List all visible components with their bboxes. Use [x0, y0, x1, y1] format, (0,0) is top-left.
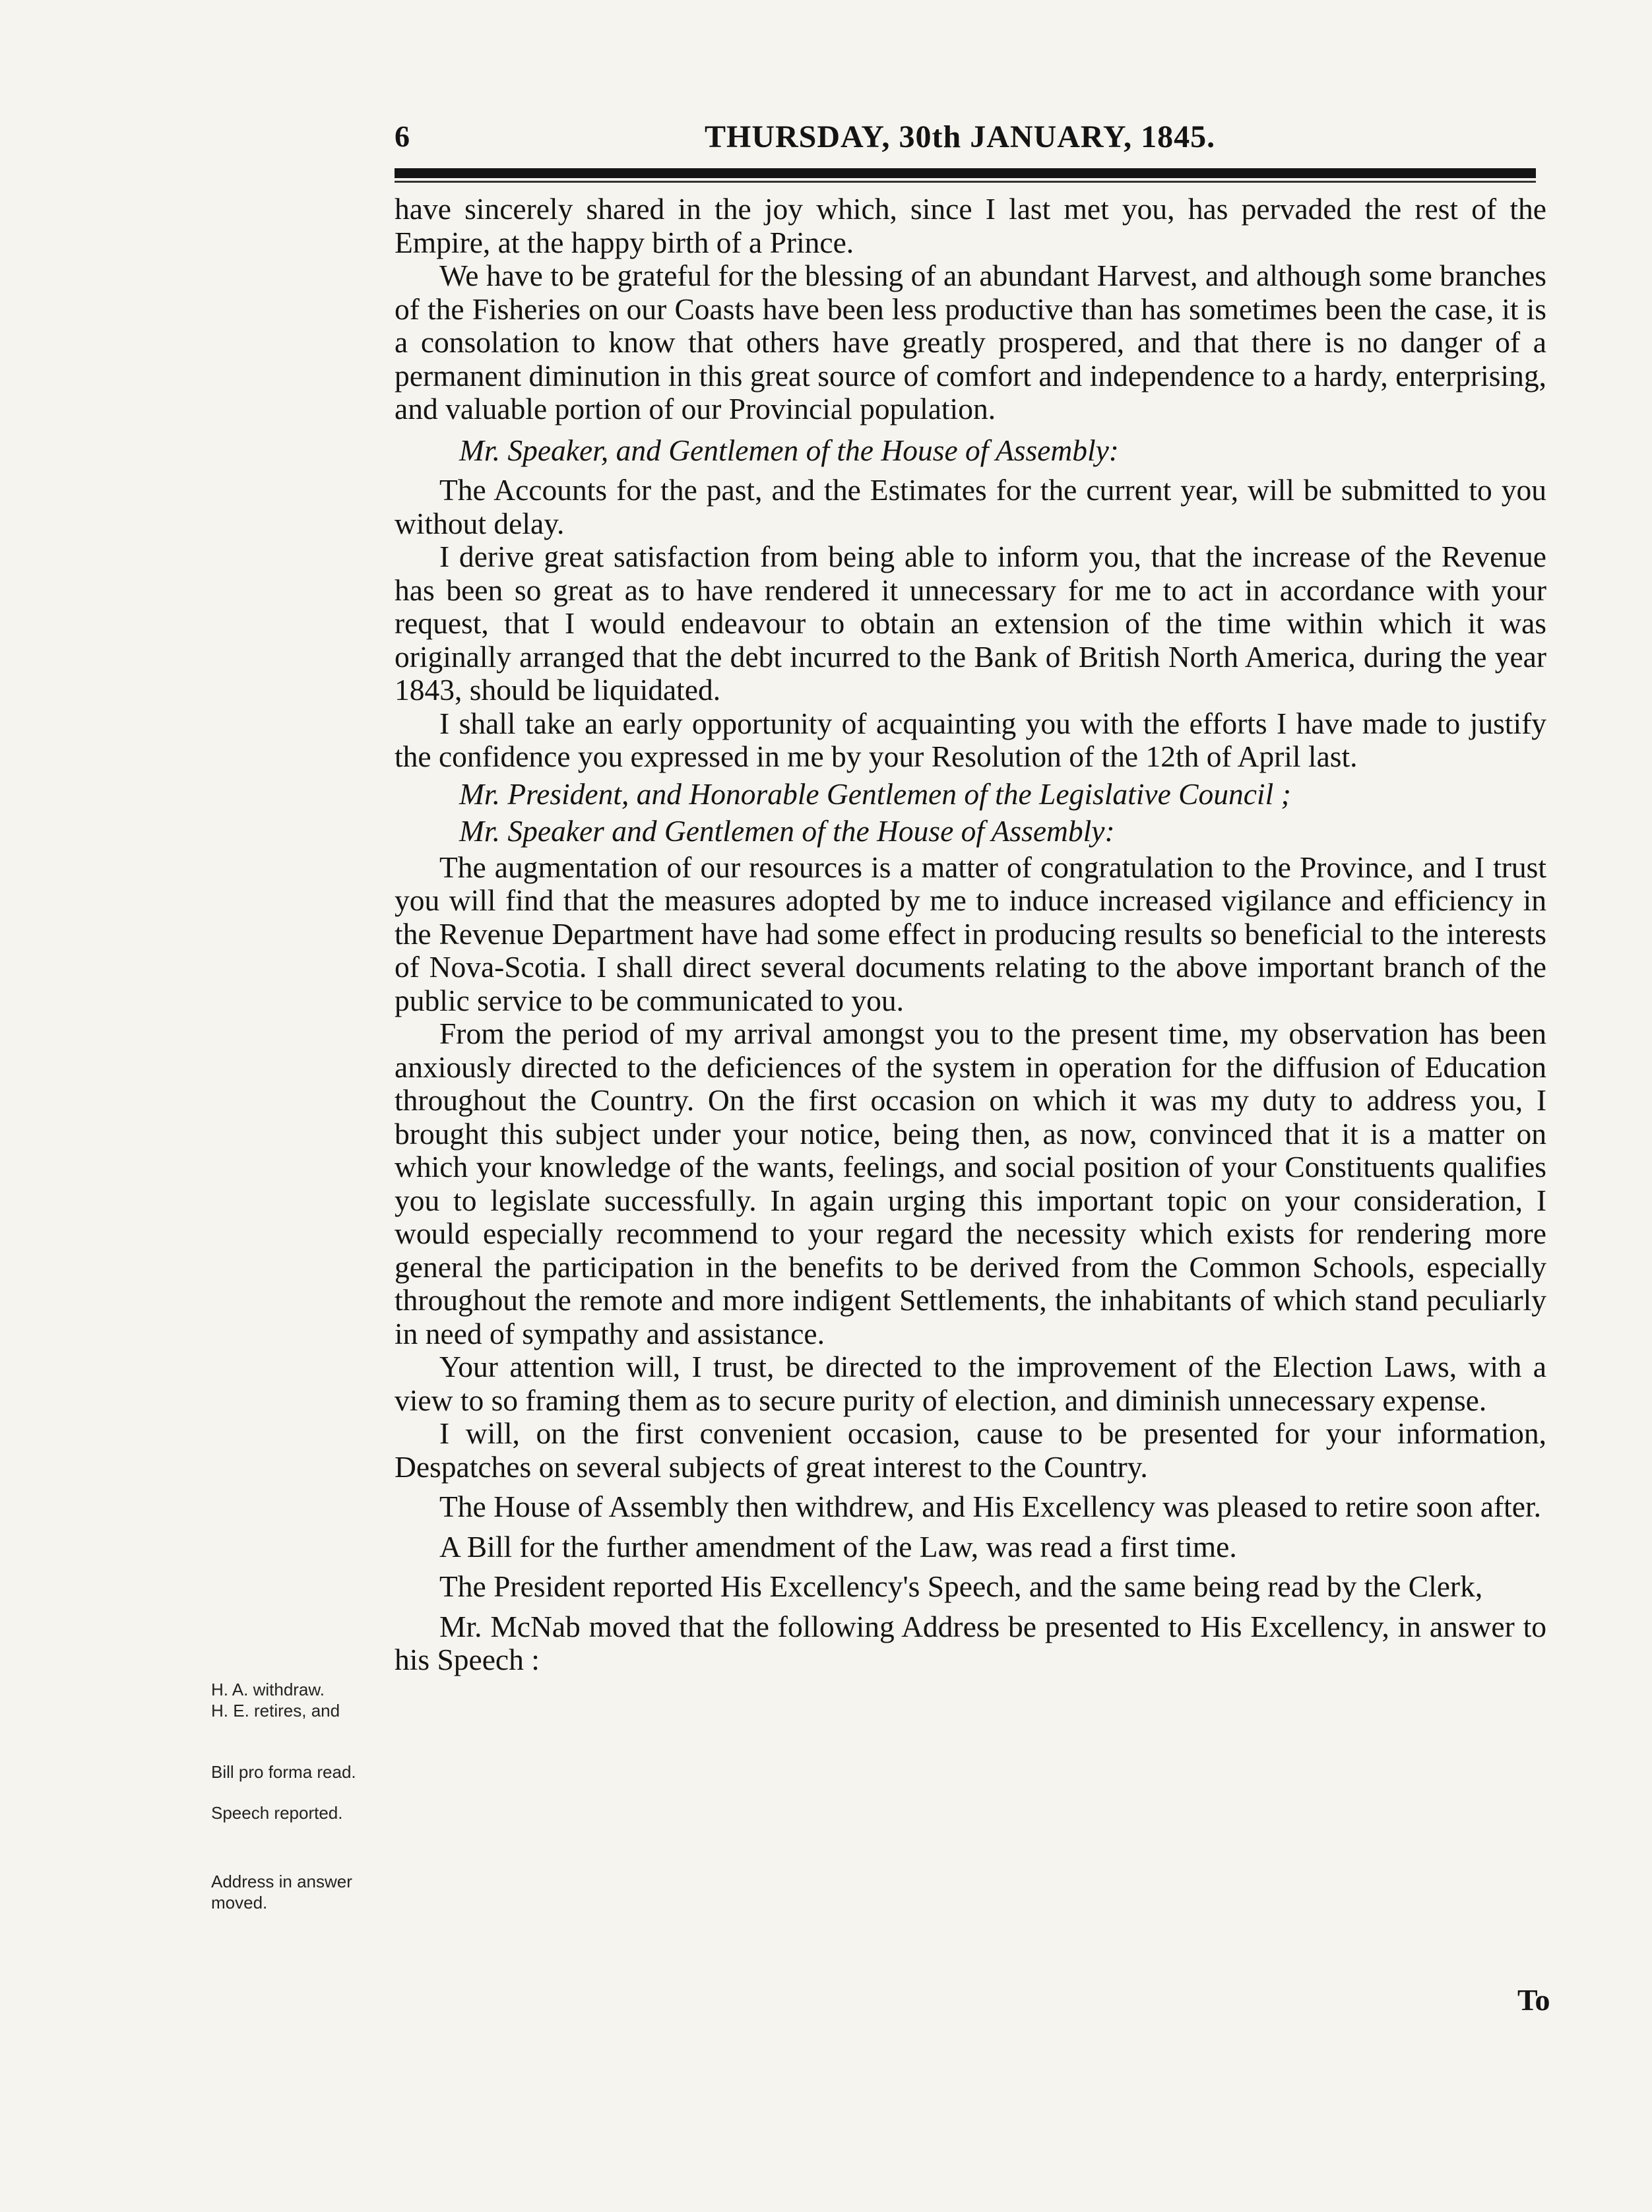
- margin-note-withdraw: H. A. withdraw. H. E. retires, and: [211, 1680, 340, 1721]
- catchword: To: [1517, 1983, 1550, 2017]
- paragraph: The augmentation of our resources is a matter of congratulation to the Province, and I trust you will find that the measures adopted by me to induce increased vigilance and efficiency in the Revenue Department have had some effect in producing results so beneficial to the interests of Nova-Scotia. I shall direct several documents relating to the above important branch of the public service to be communicated to you.: [395, 850, 1546, 1017]
- address-heading: Mr. President, and Honorable Gentlemen of the Legislative Council ;: [459, 776, 1291, 811]
- page-number: 6: [395, 119, 410, 153]
- address-heading: Mr. Speaker and Gentlemen of the House of Assembly:: [459, 814, 1115, 848]
- paragraph: I will, on the first convenient occasion, cause to be presented for your information, Despatches on several subjects of great interest to the Country.: [395, 1416, 1546, 1484]
- margin-note-speech: Speech reported.: [211, 1803, 343, 1823]
- header-rule-thin: [395, 181, 1536, 183]
- paragraph: I derive great satisfaction from being able to inform you, that the increase of the Revenue has been so great as to have rendered it unnecessary for me to act in accordance with your request, that I would endeavour to obtain an extension of the time within which it was originally arranged that the debt incurred to the Bank of British North America, during the year 1843, should be liquidated.: [395, 540, 1546, 707]
- paragraph: We have to be grateful for the blessing of an abundant Harvest, and although some branches of the Fisheries on our Coasts have been less productive than has sometimes been the case, it is a consolation to know that others have greatly prospered, and that there is no danger of a permanent diminution in this great source of comfort and independence to a hardy, enterprising, and valuable portion of our Provincial population.: [395, 259, 1546, 426]
- paragraph: A Bill for the further amendment of the Law, was read a first time.: [439, 1529, 1237, 1564]
- margin-note-bill: Bill pro forma read.: [211, 1762, 356, 1782]
- address-heading: Mr. Speaker, and Gentlemen of the House of Assembly:: [459, 433, 1119, 467]
- paragraph: Your attention will, I trust, be directed to the improvement of the Election Laws, with a view to so framing them as to secure purity of election, and diminish unnecessary expense.: [395, 1350, 1546, 1417]
- paragraph: The Accounts for the past, and the Estimates for the current year, will be submitted to you without delay.: [395, 473, 1546, 540]
- main-text-column: [395, 193, 1546, 1677]
- margin-note-address: Address in answer moved.: [211, 1872, 352, 1912]
- paragraph: From the period of my arrival amongst you to the present time, my observation has been anxiously directed to the deficiences of the system in operation for the diffusion of Education throughout the Country. On the first occasion on which it was my duty to address you, I brought this subject under your notice, being then, as now, convinced that it is a matter on which your knowledge of the wants, feelings, and social position of your Constituents qualifies you to legislate successfully. In again urging this important topic on your consideration, I would especially recommend to your regard the necessity which exists for rendering more general the participation in the benefits to be derived from the Common Schools, especially throughout the remote and more indigent Settlements, the inhabitants of which stand peculiarly in need of sympathy and assistance.: [395, 1017, 1546, 1350]
- paragraph: have sincerely shared in the joy which, since I last met you, has pervaded the rest of the Empire, at the happy birth of a Prince.: [395, 192, 1546, 259]
- header-rule-thick: [395, 168, 1536, 178]
- paragraph: The President reported His Excellency's Speech, and the same being read by the Clerk,: [439, 1569, 1483, 1603]
- paragraph: I shall take an early opportunity of acquainting you with the efforts I have made to justify the confidence you expressed in me by your Resolution of the 12th of April last.: [395, 706, 1546, 773]
- page-header-date: THURSDAY, 30th JANUARY, 1845.: [705, 119, 1216, 154]
- paragraph: Mr. McNab moved that the following Address be presented to His Excellency, in answer to his Speech :: [395, 1609, 1546, 1676]
- paragraph: The House of Assembly then withdrew, and His Excellency was pleased to retire soon after.: [439, 1490, 1541, 1523]
